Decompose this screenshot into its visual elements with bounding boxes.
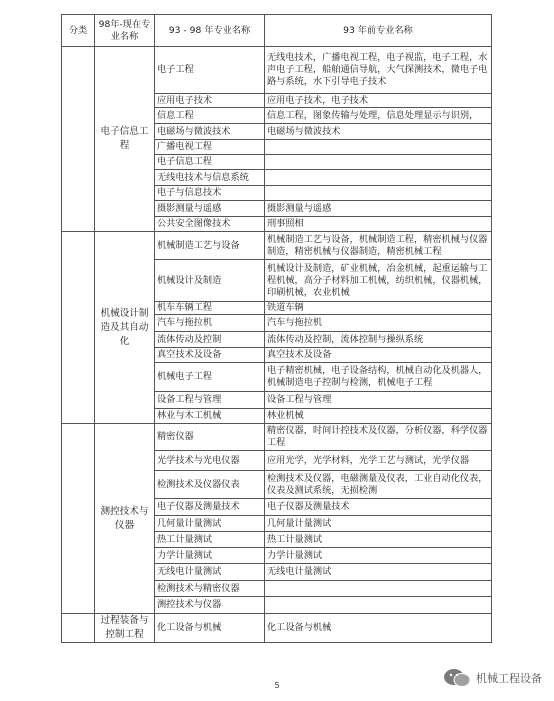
old-major-cell: 机械设计及制造，矿业机械，冶金机械，起重运输与工程机械，高分子材料加工机械，纺织机械，仪器机械，印刷机械，农业机械 (265, 260, 492, 302)
table-header-row (62, 15, 492, 47)
mid-period-major-cell: 无线电技术与信息系统 (155, 170, 265, 186)
mid-period-major-cell: 林业与木工机械 (155, 409, 265, 424)
old-major-cell: 电子精密机械，电子设备结构，机械自动化及机器人，机械制造电子控制与检测，机械电子工程 (265, 363, 492, 392)
old-major-cell: 应用光学，光学材料，光学工艺与测试，光学仪器 (265, 451, 492, 471)
mid-period-major-cell: 几何量计量测试 (155, 516, 265, 532)
old-major-cell: 无线电计量测试 (265, 564, 492, 581)
table-row (62, 614, 492, 643)
watermark-text: 机械工程设备 (476, 672, 542, 685)
header-old-name: 93 年前专业名称 (265, 15, 492, 47)
mid-period-major-cell: 设备工程与管理 (155, 392, 265, 409)
old-major-cell (265, 155, 492, 170)
old-major-cell: 应用电子技术，电子技术 (265, 94, 492, 108)
category-cell (62, 47, 95, 232)
current-major-cell: 测控技术与仪器 (95, 424, 155, 614)
mid-period-major-cell: 电子信息工程 (155, 155, 265, 170)
old-major-cell (265, 597, 492, 614)
mid-period-major-cell: 电子与信息技术 (155, 186, 265, 201)
mid-period-major-cell: 化工设备与机械 (155, 614, 265, 643)
old-major-cell (265, 170, 492, 186)
header-category: 分类 (62, 15, 95, 47)
mid-period-major-cell: 光学技术与光电仪器 (155, 451, 265, 471)
mid-period-major-cell: 检测技术及仪器仪表 (155, 471, 265, 499)
table-row (62, 424, 492, 451)
category-cell (62, 614, 95, 643)
category-cell (62, 232, 95, 424)
mid-period-major-cell: 电子仪器及测量技术 (155, 499, 265, 516)
mid-period-major-cell: 公共安全图像技术 (155, 217, 265, 232)
old-major-cell: 几何量计量测试 (265, 516, 492, 532)
old-major-cell: 无线电技术，广播电视工程，电子视监，电子工程，水声电子工程，船舶通信导航，大气探测技术，微电子电路与系统，水下引导电子技术 (265, 47, 492, 94)
current-major-cell: 机械设计制造及其自动化 (95, 232, 155, 424)
table-row (62, 232, 492, 260)
mid-period-major-cell: 测控技术与仪器 (155, 597, 265, 614)
mid-period-major-cell: 摄影测量与遥感 (155, 201, 265, 217)
old-major-cell: 信息工程，图象传输与处理，信息处理显示与识别， (265, 108, 492, 124)
mid-period-major-cell: 广播电视工程 (155, 140, 265, 155)
old-major-cell: 设备工程与管理 (265, 392, 492, 409)
old-major-cell: 精密仪器，时间计控技术及仪器，分析仪器，科学仪器工程 (265, 424, 492, 451)
old-major-cell: 机械制造工艺与设备，机械制造工程，精密机械与仪器制造，精密机械与仪器制造，精密机械工程 (265, 232, 492, 260)
mid-period-major-cell: 力学计量测试 (155, 548, 265, 564)
header-new-name: 98年-现在专业名称 (95, 15, 155, 47)
old-major-cell: 热工计量测试 (265, 532, 492, 548)
mid-period-major-cell: 流体传动及控制 (155, 332, 265, 348)
old-major-cell: 摄影测量与遥感 (265, 201, 492, 217)
old-major-cell (265, 186, 492, 201)
old-major-cell: 流体传动及控制，流体控制与操纵系统 (265, 332, 492, 348)
old-major-cell: 电磁场与微波技术 (265, 124, 492, 140)
mid-period-major-cell: 机械制造工艺与设备 (155, 232, 265, 260)
old-major-cell: 汽车与拖拉机 (265, 315, 492, 332)
old-major-cell (265, 581, 492, 597)
table-row (62, 47, 492, 94)
current-major-cell: 过程装备与控制工程 (95, 614, 155, 643)
mid-period-major-cell: 热工计量测试 (155, 532, 265, 548)
old-major-cell: 电子仪器及测量技术 (265, 499, 492, 516)
old-major-cell: 检测技术及仪器，电磁测量及仪表，工业自动化仪表，仪表及测试系统，无损检测 (265, 471, 492, 499)
wechat-logo-icon (442, 667, 472, 689)
mid-period-major-cell: 汽车与拖拉机 (155, 315, 265, 332)
old-major-cell: 铁道车辆 (265, 302, 492, 315)
old-major-cell (265, 140, 492, 155)
mid-period-major-cell: 信息工程 (155, 108, 265, 124)
header-mid-name: 93 - 98 年专业名称 (155, 15, 265, 47)
mid-period-major-cell: 电子工程 (155, 47, 265, 94)
old-major-cell: 林业机械 (265, 409, 492, 424)
mid-period-major-cell: 电磁场与微波技术 (155, 124, 265, 140)
old-major-cell: 真空技术及设备 (265, 348, 492, 363)
category-cell (62, 424, 95, 614)
mid-period-major-cell: 精密仪器 (155, 424, 265, 451)
watermark (442, 665, 542, 691)
mid-period-major-cell: 机车车辆工程 (155, 302, 265, 315)
mid-period-major-cell: 应用电子技术 (155, 94, 265, 108)
mid-period-major-cell: 检测技术与精密仪器 (155, 581, 265, 597)
mid-period-major-cell: 机械设计及制造 (155, 260, 265, 302)
mid-period-major-cell: 机械电子工程 (155, 363, 265, 392)
mid-period-major-cell: 真空技术及设备 (155, 348, 265, 363)
table-body (62, 47, 492, 643)
major-comparison-table (61, 14, 492, 643)
mid-period-major-cell: 无线电计量测试 (155, 564, 265, 581)
old-major-cell: 化工设备与机械 (265, 614, 492, 643)
current-major-cell: 电子信息工程 (95, 47, 155, 232)
page-number: 5 (274, 681, 280, 690)
old-major-cell: 力学计量测试 (265, 548, 492, 564)
old-major-cell: 刑事照相 (265, 217, 492, 232)
